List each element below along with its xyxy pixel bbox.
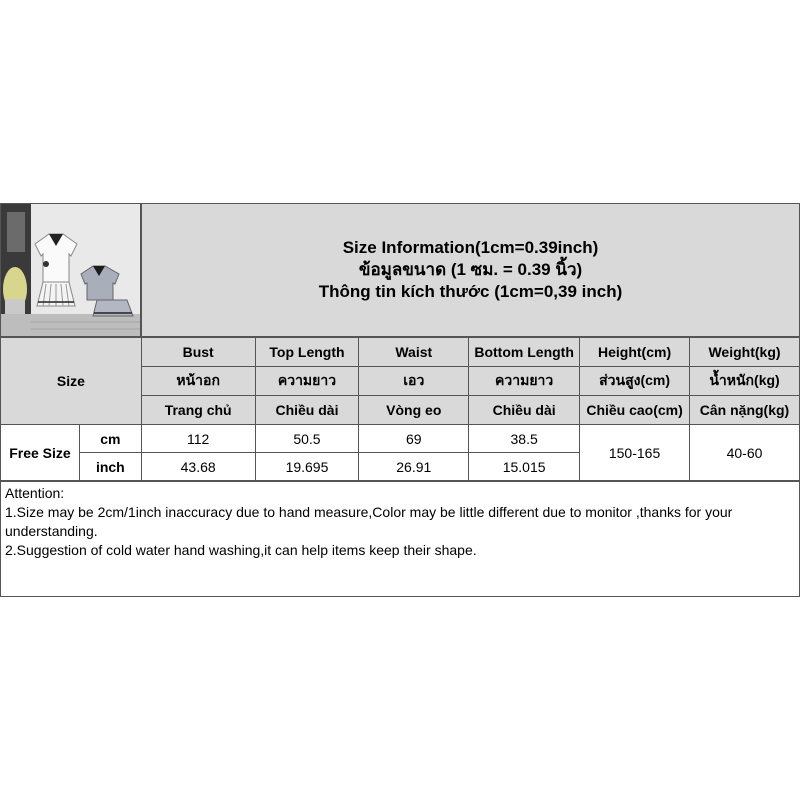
unit-cm: cm [79, 425, 141, 453]
unit-inch: inch [79, 453, 141, 481]
col-top-length-th: ความยาว [255, 367, 359, 396]
cell-weight: 40-60 [690, 425, 800, 481]
cell-bust-inch: 43.68 [141, 453, 255, 481]
cell-waist-cm: 69 [359, 425, 469, 453]
col-waist-en: Waist [359, 338, 469, 367]
cell-bottom-length-cm: 38.5 [469, 425, 580, 453]
col-height-vi: Chiều cao(cm) [580, 396, 690, 425]
col-bust-th: หน้าอก [141, 367, 255, 396]
col-height-th: ส่วนสูง(cm) [580, 367, 690, 396]
col-height-en: Height(cm) [580, 338, 690, 367]
col-bottom-length-vi: Chiều dài [469, 396, 580, 425]
cell-bust-cm: 112 [141, 425, 255, 453]
attention-title: Attention: [5, 485, 65, 501]
col-waist-th: เอว [359, 367, 469, 396]
col-top-length-en: Top Length [255, 338, 359, 367]
col-bottom-length-en: Bottom Length [469, 338, 580, 367]
size-label: Size [1, 338, 142, 425]
cell-top-length-cm: 50.5 [255, 425, 359, 453]
cell-waist-inch: 26.91 [359, 453, 469, 481]
product-photo [0, 203, 141, 337]
col-weight-th: น้ำหนัก(kg) [690, 367, 800, 396]
header-title-th: ข้อมูลขนาด (1 ซม. = 0.39 นิ้ว) [358, 260, 583, 279]
row-label-free-size: Free Size [1, 425, 80, 481]
cell-height: 150-165 [580, 425, 690, 481]
col-bottom-length-th: ความยาว [469, 367, 580, 396]
col-top-length-vi: Chiều dài [255, 396, 359, 425]
header-title-vi: Thông tin kích thước (1cm=0,39 inch) [318, 282, 623, 301]
header-title-en: Size Information(1cm=0.39inch) [342, 238, 599, 257]
cell-bottom-length-inch: 15.015 [469, 453, 580, 481]
cell-top-length-inch: 19.695 [255, 453, 359, 481]
col-waist-vi: Vòng eo [359, 396, 469, 425]
col-weight-en: Weight(kg) [690, 338, 800, 367]
attention-box [0, 481, 800, 597]
size-info-header [141, 203, 800, 337]
size-table [0, 337, 800, 481]
col-weight-vi: Cân nặng(kg) [690, 396, 800, 425]
col-bust-vi: Trang chủ [141, 396, 255, 425]
attention-line-1: 1.Size may be 2cm/1inch inaccuracy due to hand measure,Color may be little different due to monitor ,thanks for your understanding. [5, 504, 733, 539]
attention-line-2: 2.Suggestion of cold water hand washing,it can help items keep their shape. [5, 542, 477, 558]
col-bust-en: Bust [141, 338, 255, 367]
product-photo-icon [1, 204, 140, 336]
